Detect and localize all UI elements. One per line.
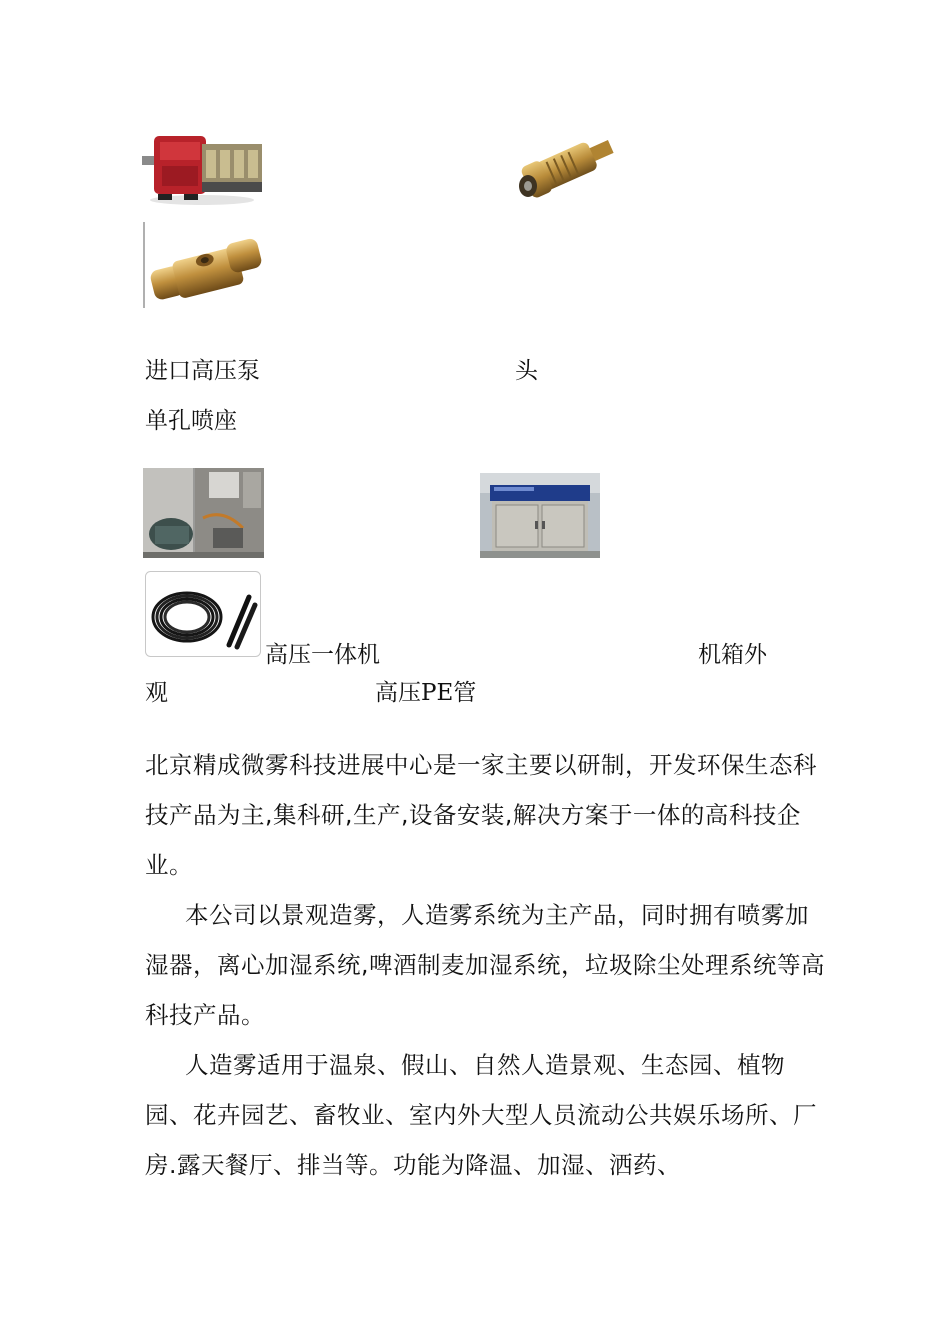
tube-coil-photo-icon xyxy=(145,571,261,657)
paragraph-products: 本公司以景观造雾，人造雾系统为主产品，同时拥有喷雾加湿器，离心加湿系统,啤酒制麦加湿系统，垃圾除尘处理系统等高科技产品。 xyxy=(145,901,825,1029)
nozzle-photo-icon xyxy=(510,128,620,210)
paragraph-company: 北京精成微雾科技进展中心是一家主要以研制，开发环保生态科技产品为主,集科研,生产,设备安装,解决方案于一体的高科技企业。 xyxy=(145,751,817,879)
pump-photo-icon xyxy=(140,122,268,208)
pe-tube-caption: 高压PE管 xyxy=(375,680,477,706)
pump-caption: 进口高压泵 xyxy=(145,358,260,384)
company-intro xyxy=(145,740,825,1190)
machine-interior-photo-icon xyxy=(143,468,264,558)
nozzle-seat-caption: 单孔喷座 xyxy=(145,408,237,434)
nozzle-caption: 头 xyxy=(515,358,538,384)
nozzle-seat-photo-icon xyxy=(143,222,269,308)
cabinet-photo-icon xyxy=(480,473,600,558)
paragraph-applications: 人造雾适用于温泉、假山、自然人造景观、生态园、植物园、花卉园艺、畜牧业、室内外大型人员流动公共娱乐场所、厂房.露天餐厅、排当等。功能为降温、加湿、洒药、 xyxy=(145,1051,817,1179)
unit-caption: 高压一体机 xyxy=(265,642,380,668)
cabinet-caption: 机箱外 xyxy=(698,642,767,668)
cabinet-caption-continued: 观 xyxy=(145,680,168,706)
